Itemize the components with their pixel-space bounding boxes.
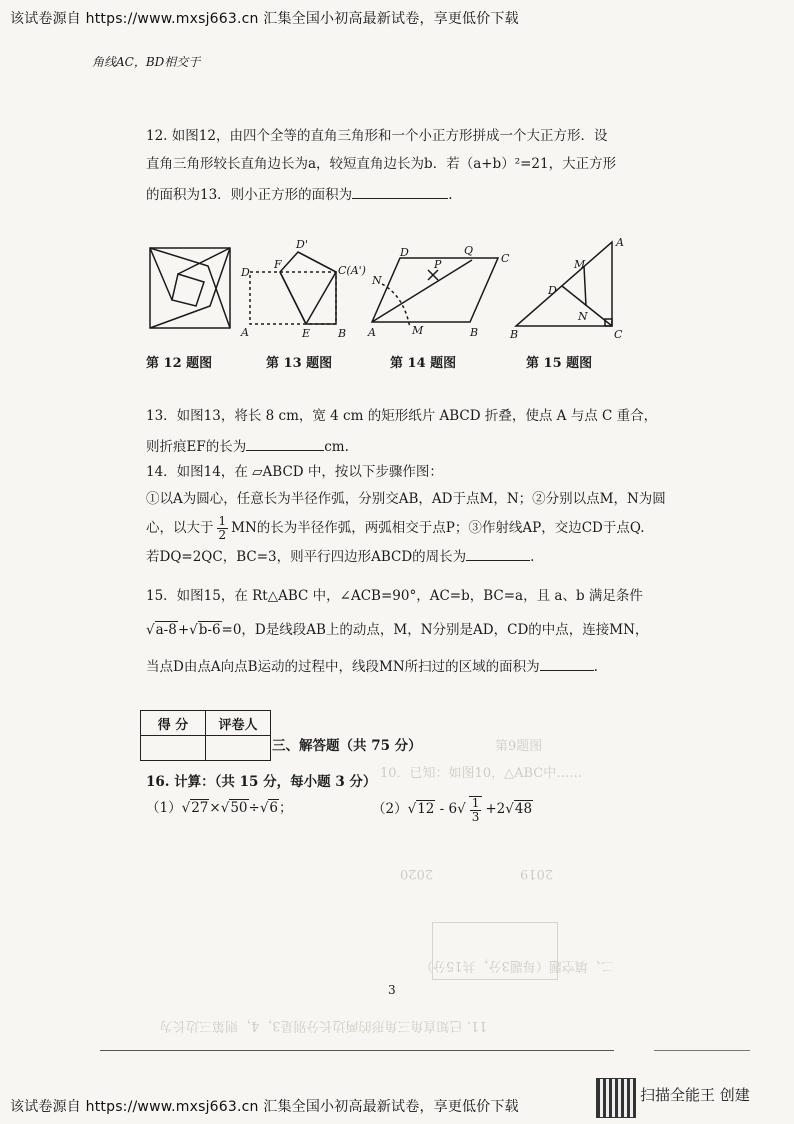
- radicand: b-6: [198, 622, 221, 638]
- bottom-banner: 该试卷源自 https://www.mxsj663.cn 汇集全国小初高最新试卷，享更低价下载: [10, 1099, 519, 1115]
- label-p: P: [434, 258, 442, 271]
- label-b: B: [470, 326, 479, 339]
- part-label: （2）: [372, 801, 408, 818]
- q13-line2-text: 则折痕EF的长为: [146, 439, 247, 455]
- q13-line1: 13．如图13，将长 8 cm，宽 4 cm 的矩形纸片 ABCD 折叠，使点 A 与点 C 重合，: [146, 408, 658, 424]
- frac-num: 1: [471, 796, 480, 810]
- figure-12: [148, 246, 234, 336]
- caption-fig12: 第 12 题图: [146, 356, 213, 371]
- answer-blank: [246, 438, 324, 451]
- q15-line1: 15．如图15，在 Rt△ABC 中，∠ACB=90°，AC=b，BC=a，且 a、b 满足条件: [146, 588, 643, 604]
- q12-line2: 直角三角形较长直角边长为a，较短直角边长为b．若（a+b）²=21，大正方形: [146, 156, 617, 172]
- label-dprime: D': [296, 238, 308, 251]
- radicand: a-8: [155, 622, 177, 638]
- q14-line2: ①以A为圆心，任意长为半径作弧，分别交AB，AD于点M，N；②分别以点M，N为圆: [146, 491, 666, 507]
- plus-sign: +: [177, 622, 190, 638]
- label-n: N: [372, 274, 382, 287]
- ghost-text: 第9题图: [495, 739, 543, 754]
- punct: ；: [279, 800, 293, 816]
- qr-code-icon: [596, 1078, 636, 1118]
- label-b: B: [338, 327, 347, 340]
- edge-line: [298, 252, 336, 272]
- caption-fig13: 第 13 题图: [266, 356, 333, 371]
- caption-fig15: 第 15 题图: [526, 356, 593, 371]
- ghost-text: 10．已知：如图10，△ABC中……: [380, 766, 583, 781]
- arc-intersection: [428, 270, 438, 280]
- label-c: C: [614, 328, 623, 341]
- operator: ÷: [248, 800, 260, 816]
- label-a: A: [368, 326, 376, 339]
- label-b: B: [510, 328, 519, 341]
- q16-title: 16. 计算：（共 15 分，每小题 3 分）: [146, 774, 377, 790]
- q14-line1: 14．如图14，在 ▱ABCD 中，按以下步骤作图：: [146, 464, 443, 480]
- radicand: 6: [269, 800, 279, 816]
- edge-line: [306, 272, 336, 324]
- segment-mn: [584, 266, 586, 306]
- label-m: M: [412, 324, 424, 337]
- q16-part2: （2）√12 - 6√ $\frac{1}{3}$ +2√48: [372, 796, 533, 824]
- q14-line3: [146, 514, 645, 542]
- score-cell: [141, 736, 206, 761]
- right-triangle: [516, 242, 612, 326]
- label-d: D: [548, 284, 557, 297]
- page-number: 3: [388, 983, 396, 997]
- fraction-third: [469, 796, 483, 823]
- q15-line3-end: .: [593, 659, 598, 675]
- section3-title: 三、解答题（共 75 分）: [272, 738, 422, 754]
- q14-line3-suffix: MN的长为半径作弧，两弧相交于点P；③作射线AP，交边CD于点Q.: [231, 520, 645, 536]
- radicand: 48: [514, 801, 533, 818]
- small-square: [172, 274, 204, 306]
- answer-blank: [466, 548, 530, 561]
- top-banner: 该试卷源自 https://www.mxsj663.cn 汇集全国小初高最新试卷，享更低价下载: [10, 11, 519, 27]
- ghost-text: 2019: [520, 866, 554, 881]
- q13-unit: cm.: [324, 439, 349, 455]
- answer-blank: [540, 658, 594, 671]
- q12-line1: 12. 如图12，由四个全等的直角三角形和一个小正方形拼成一个大正方形．设: [146, 128, 608, 144]
- figure-13: [238, 238, 366, 342]
- q12-line3-text: 的面积为13．则小正方形的面积为: [146, 187, 353, 203]
- part-label: （1）: [146, 800, 182, 816]
- answer-blank: [352, 186, 448, 199]
- score-header: 得 分: [141, 711, 206, 736]
- grader-header: 评卷人: [206, 711, 271, 736]
- frac-num: 1: [218, 514, 227, 529]
- figure-15: [508, 236, 626, 344]
- footer-brand: 扫描全能王 创建: [640, 1086, 750, 1104]
- radicand: 27: [191, 800, 209, 816]
- label-q: Q: [464, 244, 474, 257]
- label-c: C: [501, 252, 510, 265]
- q14-line4-text: 若DQ=2QC，BC=3，则平行四边形ABCD的周长为: [146, 549, 467, 565]
- bottom-rule: [100, 1050, 614, 1051]
- ray-ap: [372, 260, 472, 322]
- ghost-table: [432, 922, 558, 980]
- frac-den: 3: [471, 809, 480, 824]
- caption-fig14: 第 14 题图: [390, 356, 457, 371]
- radicand: 50: [230, 800, 248, 816]
- ghost-text: 二、填空题（每题3分，共15分）: [420, 958, 614, 973]
- label-e: E: [302, 327, 311, 340]
- crease-line: [280, 272, 306, 324]
- triangle-line: [150, 248, 172, 300]
- operator: - 6: [435, 801, 458, 818]
- q15-line3: [146, 658, 598, 675]
- score-table: [140, 710, 271, 761]
- q12-line3: 的面积为13．则小正方形的面积为 .: [146, 187, 453, 203]
- q15-line2: √a-8+√b-6=0，D是线段AB上的动点，M，N分别是AD，CD的中点，连接MN，: [146, 622, 649, 638]
- q14-line4: 若DQ=2QC，BC=3，则平行四边形ABCD的周长为 .: [146, 549, 535, 565]
- cut-off-fragment: 角线AC，BD相交于: [92, 55, 201, 69]
- label-n: N: [578, 310, 588, 323]
- operator: ×: [209, 800, 221, 816]
- radicand: 12: [417, 801, 435, 818]
- bottom-rule: [654, 1050, 750, 1051]
- q15-line2-rest: =0，D是线段AB上的动点，M，N分别是AD，CD的中点，连接MN，: [221, 622, 649, 638]
- label-a: A: [241, 326, 249, 339]
- label-c: C(A'): [338, 264, 366, 277]
- figure-14: [368, 244, 514, 340]
- label-d: D: [241, 266, 250, 279]
- q15-line3-text: 当点D由点A向点B运动的过程中，线段MN所扫过的区域的面积为: [146, 659, 540, 675]
- fraction-half: [217, 515, 229, 541]
- label-a: A: [616, 236, 624, 249]
- triangle-line: [150, 248, 230, 328]
- q13-line2: [146, 438, 349, 455]
- operator: +2: [485, 801, 506, 818]
- ghost-text: 2020: [400, 866, 434, 881]
- label-d: D: [400, 246, 409, 259]
- ghost-text: 11. 已知直角三角形的两边长分别是3，4，则第三边长为: [160, 1018, 488, 1033]
- label-m: M: [574, 258, 586, 271]
- grader-cell: [206, 736, 271, 761]
- q14-line3-prefix: 心，以大于: [146, 520, 214, 536]
- label-f: F: [274, 258, 282, 271]
- q16-part1: （1）√27×√50÷√6；: [146, 800, 293, 816]
- frac-den: 2: [218, 528, 227, 542]
